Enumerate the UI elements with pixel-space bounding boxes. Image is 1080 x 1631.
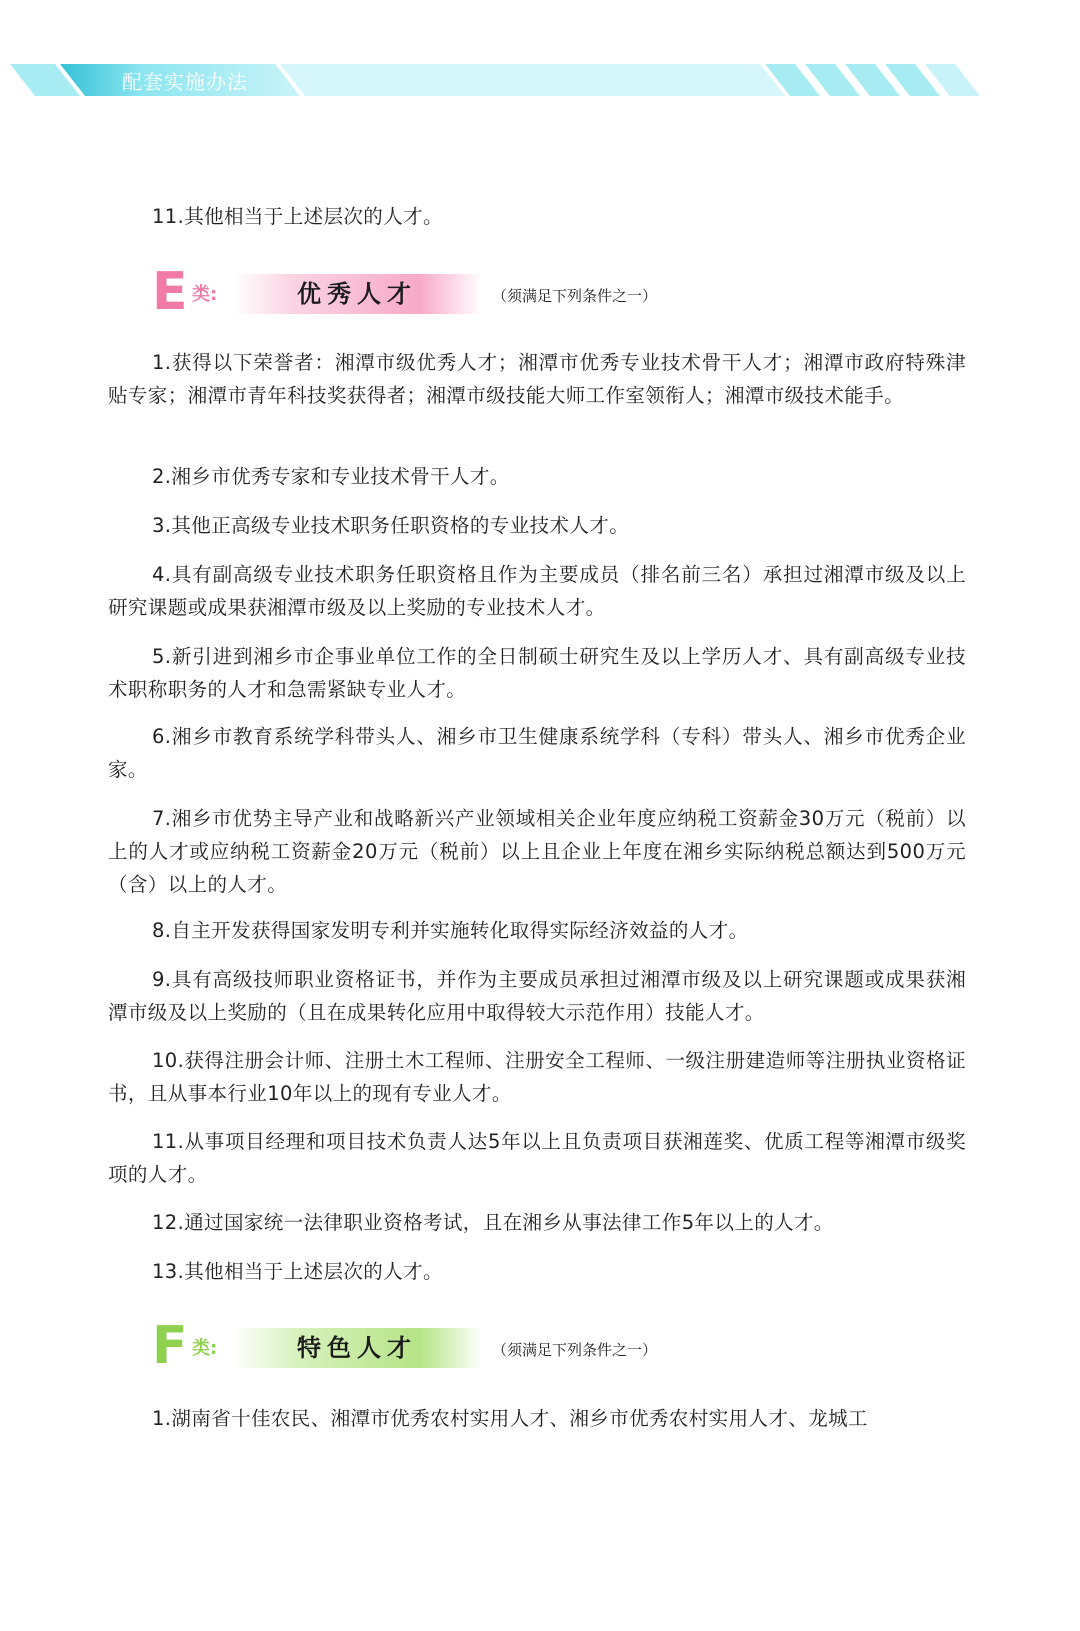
top-list-item: 11.其他相当于上述层次的人才。 xyxy=(152,205,443,228)
section-f-note: （须满足下列条件之一） xyxy=(492,1341,658,1359)
section-e-note: （须满足下列条件之一） xyxy=(492,287,658,305)
section-f-header xyxy=(152,1316,852,1376)
header-title: 配套实施办法 xyxy=(122,70,248,94)
e-item-9: 9.具有高级技师职业资格证书，并作为主要成员承担过湘潭市级及以上研究课题或成果获湘潭市级及以上奖励的（且在成果转化应用中取得较大示范作用）技能人才。 xyxy=(108,968,966,1024)
e-item-11: 11.从事项目经理和项目技术负责人达5年以上且负责项目获湘莲奖、优质工程等湘潭市级奖项的人才。 xyxy=(108,1130,966,1186)
f-item-1: 1.湖南省十佳农民、湘潭市优秀农村实用人才、湘乡市优秀农村实用人才、龙城工 xyxy=(152,1407,868,1430)
e-item-1: 1.获得以下荣誉者：湘潭市级优秀人才；湘潭市优秀专业技术骨干人才；湘潭市政府特殊津贴专家；湘潭市青年科技奖获得者；湘潭市级技能大师工作室领衔人；湘潭市级技术能手。 xyxy=(108,351,966,407)
e-item-6: 6.湘乡市教育系统学科带头人、湘乡市卫生健康系统学科（专科）带头人、湘乡市优秀企业家。 xyxy=(108,725,966,781)
e-item-8: 8.自主开发获得国家发明专利并实施转化取得实际经济效益的人才。 xyxy=(152,919,749,942)
e-item-13: 13.其他相当于上述层次的人才。 xyxy=(152,1260,443,1283)
section-e-title: 优秀人才 xyxy=(297,280,417,308)
section-e-header xyxy=(152,262,852,322)
section-e-lei-label: 类: xyxy=(192,284,218,305)
e-item-10: 10.获得注册会计师、注册土木工程师、注册安全工程师、一级注册建造师等注册执业资格证书，且从事本行业10年以上的现有专业人才。 xyxy=(108,1049,966,1105)
section-f-lei-label: 类: xyxy=(192,1338,218,1359)
e-item-4: 4.具有副高级专业技术职务任职资格且作为主要成员（排名前三名）承担过湘潭市级及以上研究课题或成果获湘潭市级及以上奖励的专业技术人才。 xyxy=(108,563,966,619)
e-item-12: 12.通过国家统一法律职业资格考试，且在湘乡从事法律工作5年以上的人才。 xyxy=(152,1211,834,1234)
e-item-7: 7.湘乡市优势主导产业和战略新兴产业领域相关企业年度应纳税工资薪金30万元（税前）以上的人才或应纳税工资薪金20万元（税前）以上且企业上年度在湘乡实际纳税总额达到500万元（含）以上的人才。 xyxy=(108,807,966,896)
section-e-letter: E xyxy=(152,262,188,322)
page-header-band xyxy=(0,60,1080,100)
e-item-3: 3.其他正高级专业技术职务任职资格的专业技术人才。 xyxy=(152,514,630,537)
e-item-2: 2.湘乡市优秀专家和专业技术骨干人才。 xyxy=(152,465,510,488)
e-item-5: 5.新引进到湘乡市企事业单位工作的全日制硕士研究生及以上学历人才、具有副高级专业技术职称职务的人才和急需紧缺专业人才。 xyxy=(108,645,966,701)
section-f-title: 特色人才 xyxy=(297,1334,417,1362)
section-f-letter: F xyxy=(152,1316,188,1376)
